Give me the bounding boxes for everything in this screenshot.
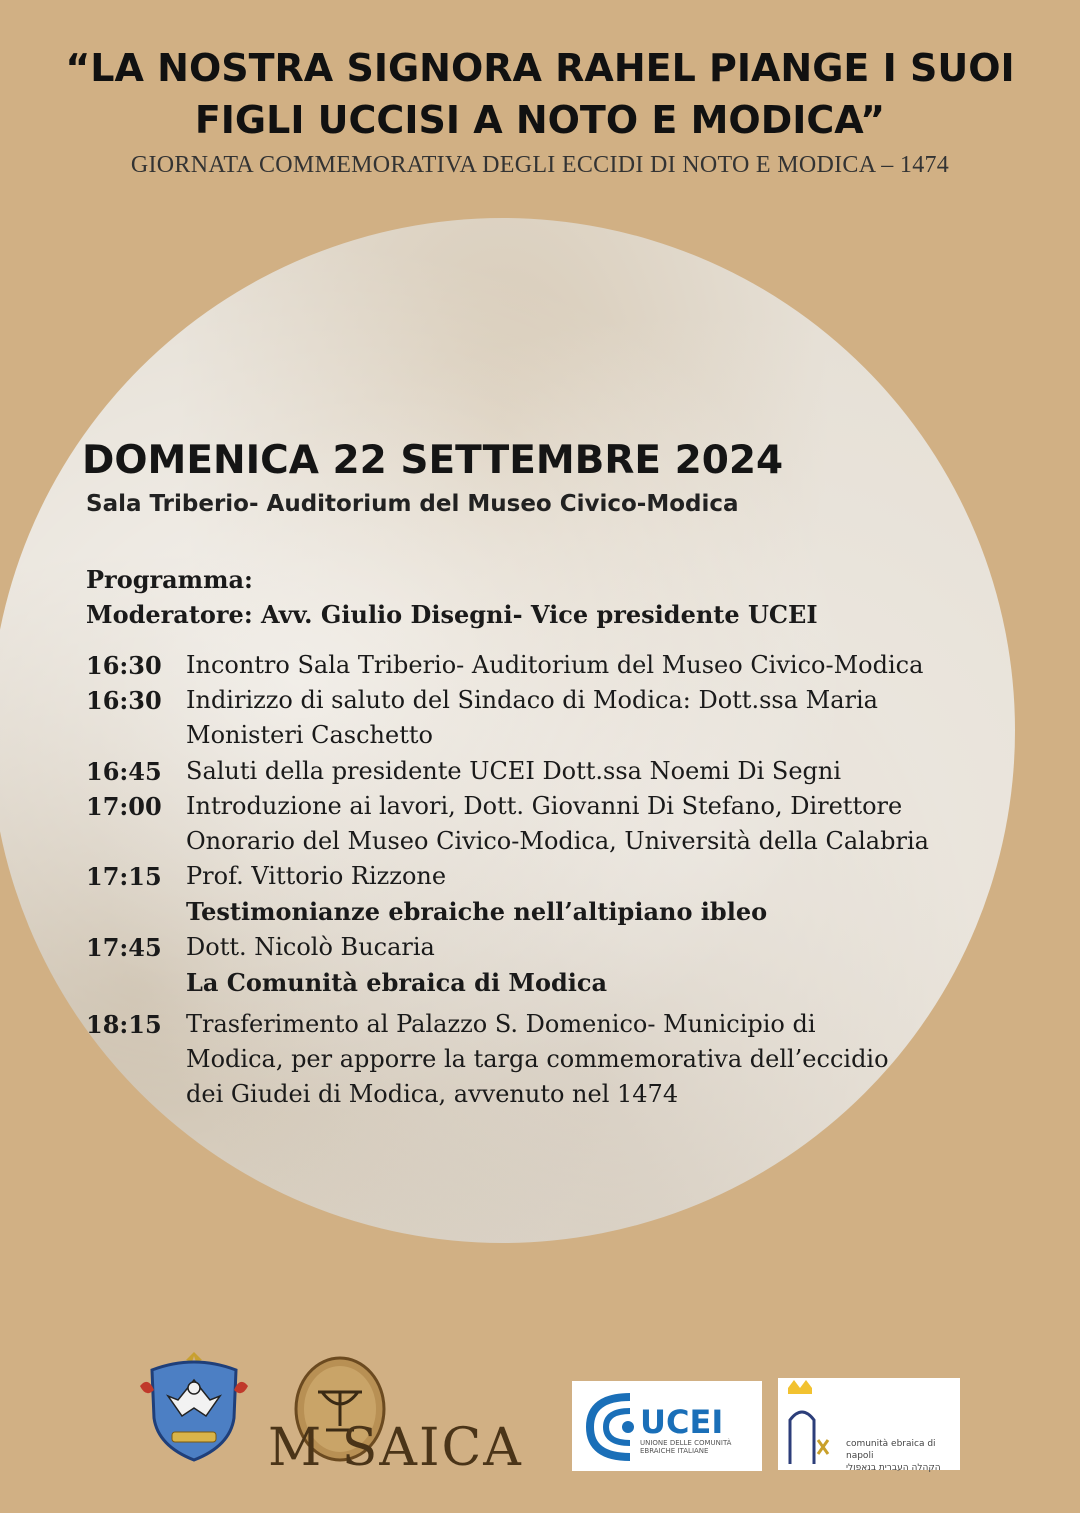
napoli-caption-italian: comunità ebraica di napoli [846, 1439, 936, 1461]
program-desc [186, 1007, 986, 1112]
napoli-caption-hebrew: הקהלה העברית בנאפולי [846, 1463, 941, 1473]
program-line: Dott. Nicolò Bucaria [186, 933, 435, 961]
ucei-subtitle: UNIONE DELLE COMUNITÀ EBRAICHE ITALIANE [640, 1439, 732, 1455]
program-time: 17:15 [86, 862, 162, 891]
program-desc [186, 683, 986, 753]
program-line: dei Giudei di Modica, avvenuto nel 1474 [186, 1080, 679, 1108]
program-label: Programma: [86, 565, 253, 594]
program-line: Modica, per apporre la targa commemorativa dell’eccidio [186, 1045, 889, 1073]
event-venue: Sala Triberio- Auditorium del Museo Civico-Modica [86, 491, 739, 517]
poster-subtitle: GIORNATA COMMEMORATIVA DEGLI ECCIDI DI NOTO E MODICA – 1474 [130, 152, 950, 178]
program-line: Trasferimento al Palazzo S. Domenico- Municipio di [186, 1010, 816, 1038]
ucei-logo [572, 1381, 762, 1471]
program-time: 16:30 [86, 686, 162, 715]
program-line: Saluti della presidente UCEI Dott.ssa Noemi Di Segni [186, 757, 842, 785]
mosaica-wordmark: M SAICA [268, 1418, 523, 1478]
program-line: Monisteri Caschetto [186, 721, 433, 749]
program-desc [186, 930, 986, 1000]
program-line: Indirizzo di saluto del Sindaco di Modica: Dott.ssa Maria [186, 686, 878, 714]
napoli-caption [846, 1438, 958, 1474]
title-line-1: “LA NOSTRA SIGNORA RAHEL PIANGE I SUOI [65, 46, 1015, 90]
program-time: 16:45 [86, 757, 162, 786]
program-time: 17:45 [86, 933, 162, 962]
program-talk-title: Testimonianze ebraiche nell’altipiano ibleo [186, 897, 768, 926]
program-line: Introduzione ai lavori, Dott. Giovanni Di Stefano, Direttore [186, 792, 903, 820]
program-line: Onorario del Museo Civico-Modica, Università della Calabria [186, 827, 929, 855]
program-time: 17:00 [86, 792, 162, 821]
poster-title [0, 42, 1080, 146]
program-desc [186, 648, 986, 683]
program-desc [186, 859, 986, 929]
crown-arch-icon [782, 1380, 846, 1466]
program-desc [186, 754, 986, 789]
comunita-ebraica-napoli-logo [778, 1378, 960, 1473]
title-line-2: FIGLI UCCISI A NOTO E MODICA” [194, 98, 886, 142]
program-time: 16:30 [86, 651, 162, 680]
moderator: Moderatore: Avv. Giulio Disegni- Vice presidente UCEI [86, 600, 818, 629]
program-line: Prof. Vittorio Rizzone [186, 862, 447, 890]
ucei-wordmark: UCEI [640, 1403, 724, 1441]
ucei-wave-icon [580, 1387, 642, 1465]
program-desc [186, 789, 986, 859]
event-date: DOMENICA 22 SETTEMBRE 2024 [82, 438, 784, 483]
modica-coat-of-arms-logo [138, 1346, 250, 1466]
program-line: Incontro Sala Triberio- Auditorium del Museo Civico-Modica [186, 651, 924, 679]
program-time: 18:15 [86, 1010, 162, 1039]
program-talk-title: La Comunità ebraica di Modica [186, 968, 608, 997]
